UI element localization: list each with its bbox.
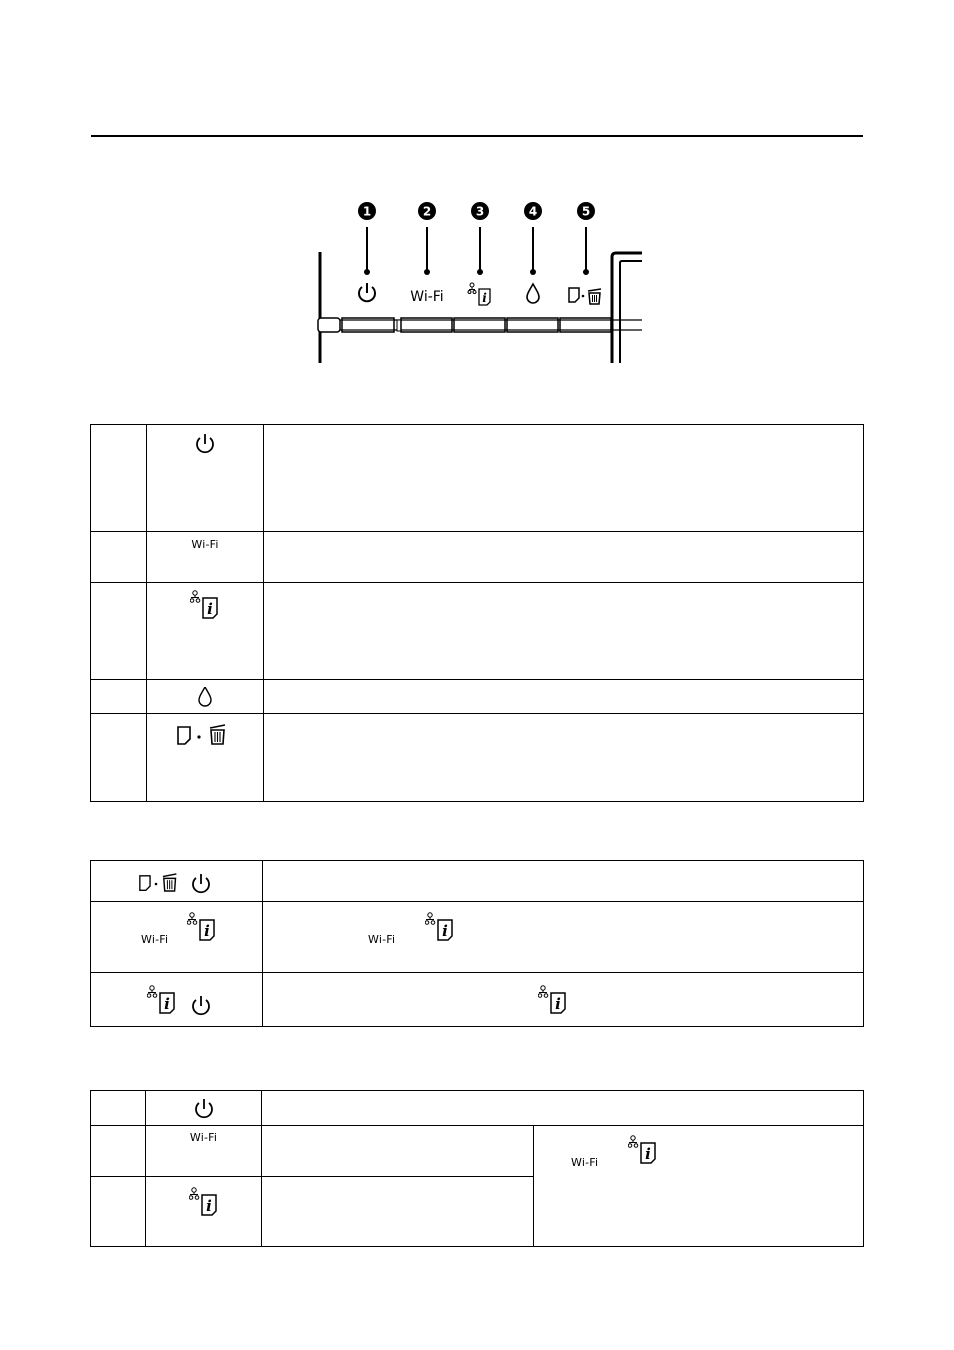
table-row [91,532,864,583]
svg-text:i: i [482,291,487,305]
icon-cell [146,1091,262,1126]
description-cell [262,1126,534,1177]
description-cell [264,680,864,714]
number-cell [91,583,147,680]
description-cell [262,1177,534,1247]
svg-text:3: 3 [475,204,485,219]
wifi-label: Wi-Fi [191,538,219,551]
svg-text:5: 5 [581,204,591,219]
table-row [91,861,864,902]
power-icon [195,433,215,455]
header-rule [91,135,863,137]
button-combination-table [90,860,864,1027]
svg-text:4: 4 [528,204,538,219]
icon-cell [147,532,264,583]
number-cell [91,425,147,532]
description-cell [263,902,864,973]
wifi-label: Wi-Fi [141,933,169,946]
number-cell [91,680,147,714]
description-cell [264,583,864,680]
marker-2 [418,202,436,275]
number-cell [91,1126,146,1177]
icon-cell [146,1177,262,1247]
table-row [91,973,864,1027]
power-icon [191,995,211,1017]
marker-3 [471,202,489,275]
network-status-sheet-icon [187,912,217,942]
svg-text:2: 2 [422,204,432,219]
description-cell [263,973,864,1027]
table-row [91,680,864,714]
paper-cancel-icon [175,722,235,750]
table-row [91,1126,864,1177]
ink-drop-icon [198,687,212,707]
wifi-label: Wi-Fi [189,1131,218,1144]
network-status-sheet-icon [189,1187,219,1217]
table-row [91,583,864,680]
icon-cell [147,425,264,532]
network-status-sheet-icon [190,590,220,620]
marker-1 [358,202,376,275]
power-button[interactable] [318,318,340,332]
description-cell [264,532,864,583]
marker-4 [524,202,542,275]
svg-text:1: 1 [362,204,372,219]
icon-cell [91,861,263,902]
number-cell [91,532,147,583]
description-cell [264,425,864,532]
wifi-label: Wi-Fi [368,933,396,946]
light-status-table [90,1090,864,1247]
network-status-sheet-icon [538,985,568,1015]
icon-cell [91,902,263,973]
number-cell [91,1091,146,1126]
number-cell [91,1177,146,1247]
icon-cell [91,973,263,1027]
network-status-sheet-icon [628,1135,658,1165]
wifi-label: Wi-Fi [571,1156,599,1169]
table-row [91,1091,864,1126]
description-cell [263,861,864,902]
icon-cell [147,714,264,802]
icon-cell [146,1126,262,1177]
network-status-sheet-icon [425,912,455,942]
paper-cancel-power-icons [137,870,217,896]
network-status-sheet-icon [468,283,490,305]
power-icon [194,1098,214,1120]
description-cell [262,1091,864,1126]
table-row [91,902,864,973]
icon-cell [147,583,264,680]
table-row [91,714,864,802]
network-status-sheet-icon [147,985,177,1015]
number-cell [91,714,147,802]
control-panel-diagram [300,195,650,370]
table-row [91,425,864,532]
note-cell [534,1126,864,1247]
icon-cell [147,680,264,714]
marker-5 [577,202,595,275]
description-cell [264,714,864,802]
power-icon [359,283,375,301]
paper-cancel-icon [569,288,601,304]
wifi-label: Wi-Fi [410,289,444,305]
button-description-table [90,424,864,802]
ink-drop-icon [527,284,539,303]
